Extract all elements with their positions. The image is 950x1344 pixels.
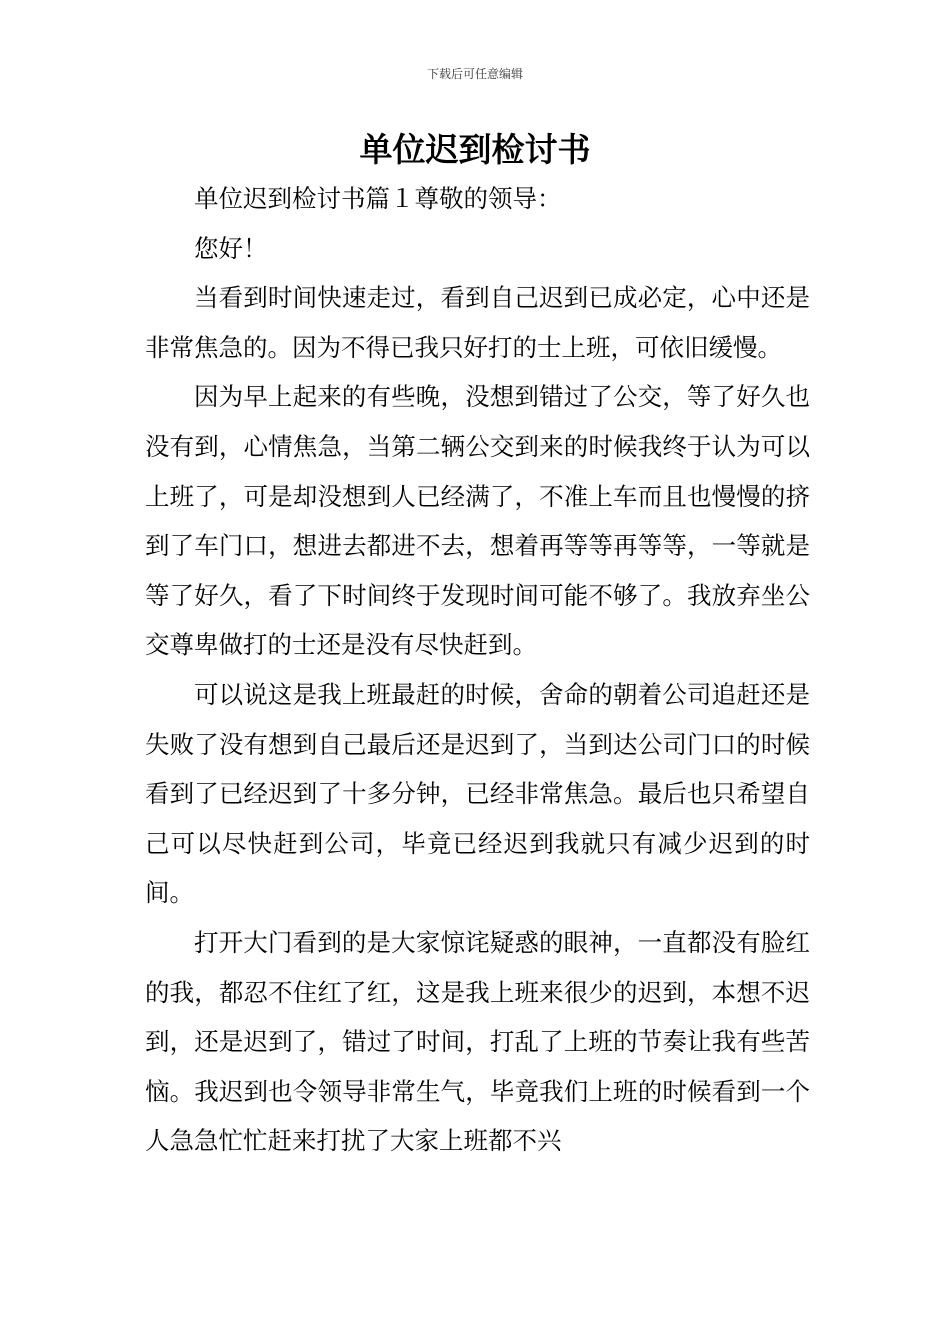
document-title: 单位迟到检讨书 — [359, 130, 591, 169]
paragraph: 打开大门看到的是大家惊诧疑惑的眼神，一直都没有脸红的我，都忍不住红了红，这是我上班来很少的迟到，本想不迟到，还是迟到了，错过了时间，打乱了上班的节奏让我有些苦恼。我迟到也令领导非常生气，毕竟我们上班的时候看到一个人急急忙忙赶来打扰了大家上班都不兴 — [145, 927, 810, 1156]
paragraph-greeting: 您好！ — [194, 233, 268, 263]
paragraph: 因为早上起来的有些晚，没想到错过了公交，等了好久也没有到，心情焦急，当第二辆公交到来的时候我终于认为可以上班了，可是却没想到人已经满了，不准上车而且也慢慢的挤到了车门口，想进去都进不去，想着再等等再等等，一等就是等了好久，看了下时间终于发现时间可能不够了。我放弃坐公交尊卑做打的士还是没有尽快赶到。 — [145, 382, 810, 660]
paragraph: 当看到时间快速走过，看到自己迟到已成必定，心中还是非常焦急的。因为不得已我只好打的士上班，可依旧缓慢。 — [145, 283, 810, 362]
header-note: 下载后可任意编辑 — [426, 67, 523, 81]
paragraph-salutation: 单位迟到检讨书篇１尊敬的领导： — [194, 184, 562, 213]
paragraph: 可以说这是我上班最赶的时候，舍命的朝着公司追赶还是失败了没有想到自己最后还是迟到了，当到达公司门口的时候看到了已经迟到了十多分钟，已经非常焦急。最后也只希望自己可以尽快赶到公司，毕竟已经迟到我就只有减少迟到的时间。 — [145, 679, 810, 908]
document-body — [145, 174, 810, 1166]
